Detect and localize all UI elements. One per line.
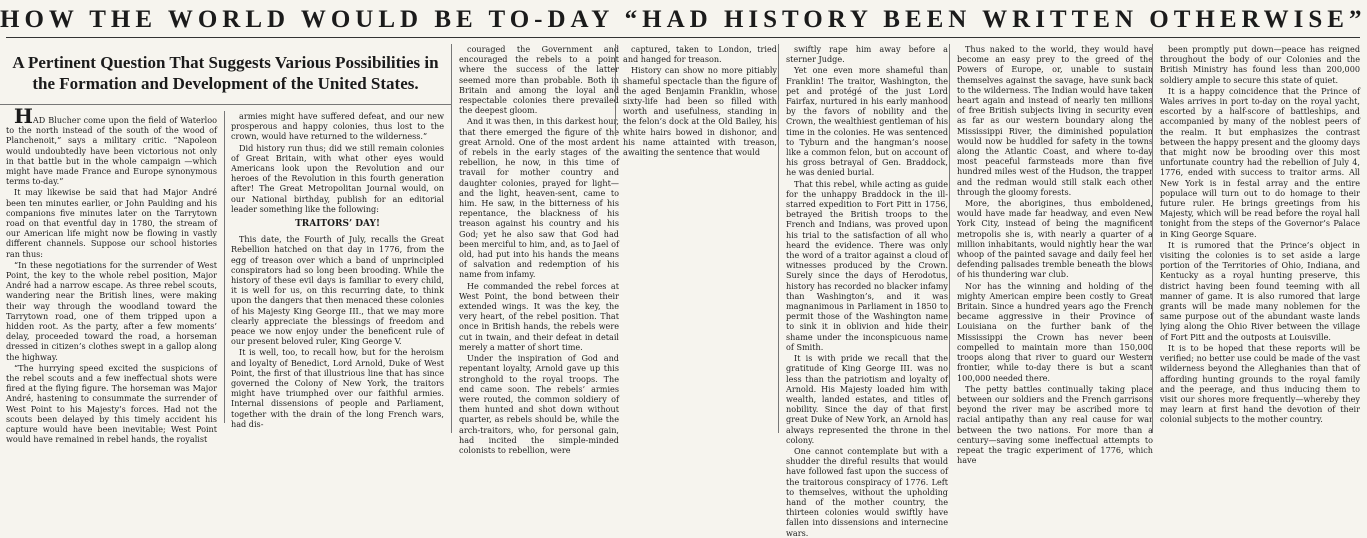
paragraph: couraged the Government and encouraged the rebels to a point where the success of the latter seemed more than probable. Both in Britain and among the loyal and respectable colonies there prevailed the deepest gloom. (459, 44, 619, 116)
paragraph: He commanded the rebel forces at West Point, the bond between their extended wings. It was the key, the very heart, of the rebel position. That once in British hands, the rebels were cut in twain, and their defeat in detail merely a matter of short time. (459, 280, 619, 352)
paragraph: It is rumored that the Prince’s object in visiting the colonies is to set aside a large portion of the Territories of Ohio, Indiana, and Kentucky as a royal hunting preserve, this district having been found teeming with all manner of game. It is also rumored that large grants will be made many noblemen for the same purpose out of the abundant waste lands lying along the Ohio River between the village of Fort Pitt and the outposts at Louisville. (1160, 239, 1360, 342)
column-4 (615, 44, 784, 158)
paragraph: “In these negotiations for the surrender of West Point, the key to the whole rebel position, Major André had a narrow escape. As three rebel scouts, wandering near the British lines, were making their way through the woodland toward the Tarrytown road, one of them tripped upon a hidden root. As the party, after a few moments’ delay, proceeded toward the road, a horseman dressed in citizen’s clothes swept in a gallop along the highway. (6, 259, 217, 362)
paragraph: History can show no more pitiably shameful spectacle than the figure of the aged Benjamin Franklin, whose sixty-life had been so filled with worth and usefulness, standing in the felon’s dock at the Old Bailey, his white hairs bowed in dishonor, and his name attainted with treason, awaiting the sentence that would (623, 65, 777, 158)
paragraph: It is with pride we recall that the gratitude of King George III. was no less than the patriotism and loyalty of Arnold. His Majesty loaded him with wealth, landed estates, and titles of nobility. Since the day of that first great Duke of New York, an Arnold has always represented the throne in the colony. (786, 353, 948, 445)
column-2 (224, 111, 450, 429)
paragraph: Did history run thus; did we still remain colonies of Great Britain, with what other eyes would Americans look upon the Revolution and our heroes of the Revolution in this fourth generation after! The Great Metropolitan Journal would, on our National birthday, publish for an editorial leader something like the following: (231, 142, 444, 214)
paragraph: armies might have suffered defeat, and our new prosperous and happy colonies, thus lost to the crown, would have returned to the wilderness.” (231, 111, 444, 142)
paragraph: swiftly rape him away before a sterner Judge. (786, 44, 948, 65)
paragraph: Under the inspiration of God and repentant loyalty, Arnold gave up this stronghold to the royal troops. The end came soon. The rebels’ armies were routed, the common soldiery of them hunted and shot down without quarter, as rebels should be, while the arch-traitors, who, for personal gain, had incited the simple-minded colonists to rebellion, were (459, 353, 619, 455)
column-5 (778, 44, 955, 538)
paragraph: Nor has the winning and holding of the mighty American empire been costly to Great Britain. Since a hundred years ago the French became aggressive in their Province of Louisiana on the further bank of the Mississippi the Crown has never been compelled to maintain more than 150,000 troops along that river to guard our Western frontier, while to-day there is but a scant 100,000 needed there. (957, 280, 1153, 383)
column-7 (1152, 44, 1367, 433)
paragraph: And it was then, in this darkest hour, that there emerged the figure of the great Arnold. One of the most ardent of rebels in the early stages of the rebellion, he now, in this time of travail for mother country and daughter colonies, prayed for light—and the light, heaven-sent, came to him. He saw, in the bitterness of his repentance, the blackness of his treason against his country and his God; yet he also saw that God had been merciful to him, and, as to Jael of old, had put into his hands the means of salvation and redemption of his name from infamy. (459, 116, 619, 280)
lead-article-block (0, 44, 451, 445)
paragraph: Yet one even more shameful than Franklin! The traitor, Washington, the pet and protégé of the just Lord Fairfax, nurtured in his early manhood by the favors of nobility and the Crown, the wealthiest gentleman of his time in the colonies. He was sentenced to Tyburn and the hangman’s noose like a common felon, but on account of his gross betrayal of Gen. Braddock, he was denied burial. (786, 65, 948, 178)
section-heading: TRAITORS’ DAY! (295, 219, 380, 230)
paragraph: It may likewise be said that had Major André been ten minutes earlier, or John Paulding and his companions five minutes later on the Tarrytown road on that eventful day in 1780, the stream of our American life might now be flowing in vastly different channels. Suppose our school histories ran thus: (6, 187, 217, 259)
paragraph: captured, taken to London, tried and hanged for treason. (623, 44, 777, 65)
headline: HOW THE WORLD WOULD BE TO-DAY “HAD HISTORY BEEN WRITTEN OTHERWISE” (0, 6, 1367, 33)
paragraph: It is to be hoped that these reports will be verified; no better use could be made of the vast wilderness beyond the Alleghanies than that of affording hunting grounds to the royal family and the peerage, and thus inducing them to visit our shores more frequently—whereby they may learn at first hand the devotion of their colonial subjects to the mother country. (1160, 342, 1360, 425)
paragraph: More, the aborigines, thus emboldened, would have made far headway, and even New York City, instead of being the magnificent metropolis she is, with nearly a quarter of a million inhabitants, would nightly hear the war whoop of the painted savage and daily feel her defending palisades tremble beneath the blows of his thundering war club. (957, 198, 1153, 280)
column-3 (451, 44, 626, 455)
column-1 (0, 104, 223, 445)
paragraph: The petty battles continually taking place between our soldiers and the French garrisons beyond the river may be ascribed more to racial antipathy than any real cause for war between the two nations. For more than a century—saving some ineffectual attempts to repeat the tragic experiment of 1776, which have (957, 383, 1153, 466)
paragraph: It is well, too, to recall how, but for the heroism and loyalty of Benedict, Lord Arnold, Duke of West Point, the first of that illustrious line that has since governed the Colony of New York, the traitors might have triumphed over our faithful armies. Internal dissensions of people and Parliament, together with the drain of the long French wars, had dis- (231, 347, 444, 429)
paragraph: That this rebel, while acting as guide for the unhappy Braddock in the ill-starred expedition to Fort Pitt in 1756, betrayed the British troops to the French and Indians, was proved upon his trial to the satisfaction of all who heard the evidence. There was only the word of a traitor against a cloud of witnesses produced by the Crown. Surely since the days of Herodotus, history has recorded no blacker infamy than Washington’s, and it was magnanimous in Parliament in 1850 to permit those of the Washington name to sink it in oblivion and hide their shame under the inconspicuous name of Smith. (786, 178, 948, 352)
subheadline: A Pertinent Question That Suggests Various Possibilities in the Formation and Development of the United States. (0, 44, 451, 105)
paragraph: HAD Blucher come upon the field of Waterloo to the north instead of the south of the wood of Planchenoit,” says a military critic. “Napoleon would undoubtedly have been victorious not only in that battle but in the whole campaign —which might have made France and Europe synonymous terms to-day.” (6, 104, 217, 187)
paragraph: been promptly put down—peace has reigned throughout the body of our Colonies and the British Ministry has found less than 200,000 soldiery ample to secure this state of quiet. (1160, 44, 1360, 85)
paragraph: It is a happy coincidence that the Prince of Wales arrives in port to-day on the royal yacht, escorted by a half-score of battleships, and accompanied by many of the noblest peers of the realm. It but emphasizes the contrast between the happy present and the gloomy days that might now be brooding over this most unfortunate country had the rebellion of July 4, 1776, ended with success to traitor arms. All New York is in festal array and the entire populace will turn out to do homage to their future ruler. He brings greetings from his Majesty, which will be read before the royal hall tonight from the steps of the Governor’s Palace in King George Square. (1160, 85, 1360, 239)
paragraph: “The hurrying speed excited the suspicions of the rebel scouts and a few ineffectual shots were fired at the flying figure. The horseman was Major André, hastening to consummate the surrender of West Point to his Majesty’s forces. Had not the scouts been delayed by this timely accident his capture would have been inevitable; West Point would have remained in rebel hands, the royalist (6, 362, 217, 445)
headline-rule (6, 37, 1360, 38)
column-6 (949, 44, 1160, 466)
paragraph: This date, the Fourth of July, recalls the Great Rebellion hatched on that day in 1776, from the egg of treason over which a band of unprincipled conspirators had so long been brooding. While the history of these evil days is familiar to every child, it is well for us, on this recurring date, to think upon the dangers that then menaced these colonies of his Majesty King George III., that we may more clearly appreciate the blessings of freedom and peace we now enjoy under the beneficent rule of our present beloved ruler, King George V. (231, 234, 444, 347)
paragraph: Thus naked to the world, they would have become an easy prey to the greed of the Powers of Europe, or, unable to sustain themselves against the savage, have sunk back to the wilderness. The Indian would have taken heart again and instead of nearly ten millions of free British subjects living in security even as far as our western boundary along the Mississippi River, the diminished population would now be huddled for safety in the towns along the Atlantic Coast, and where to-day most peaceful farmsteads more than five hundred miles west of the Hudson, the trapper and the redman would still stalk each other through the gloomy forests. (957, 44, 1153, 197)
paragraph: One cannot contemplate but with a shudder the direful results that would have followed fast upon the success of the traitorous conspiracy of 1776. Left to themselves, without the upholding hand of the mother country, the thirteen colonies would swiftly have fallen into dissensions and internecine wars. (786, 445, 948, 538)
